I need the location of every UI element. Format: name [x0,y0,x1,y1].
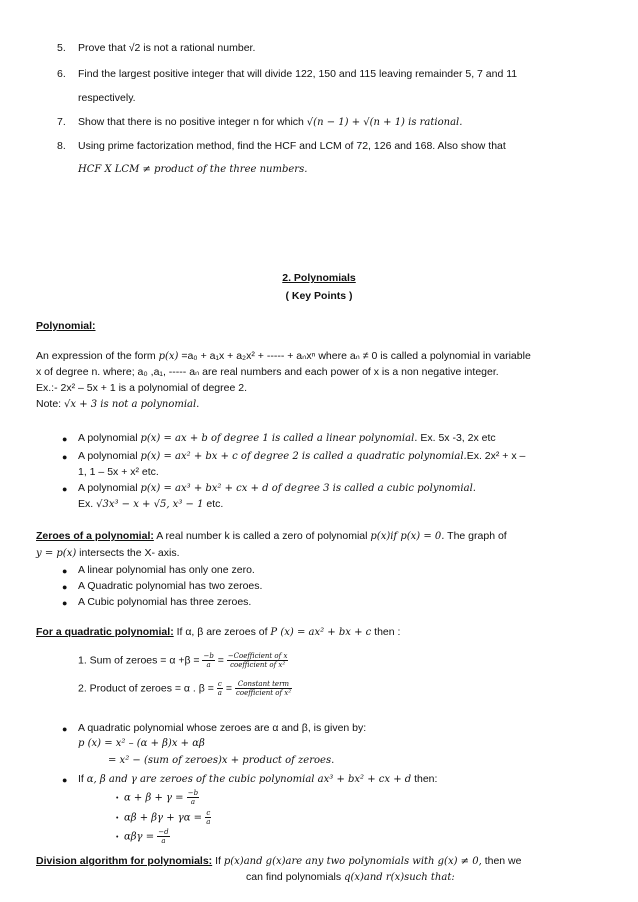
b3-ex-end: etc. [203,498,224,510]
polynomial-definition-line2: x of degree n. where; a₀ ,a₁, ----- aₙ are real numbers and each power of x is a non negative integer. [36,366,499,378]
small-bullet-icon: • [116,815,119,822]
bullet-icon: ● [62,598,68,608]
small-bullet-icon: • [116,795,119,802]
c3-fraction [157,828,169,845]
exercise-6-text-cont: respectively. [78,92,136,104]
exercise-5-text: Prove that √2 is not a rational number. [78,42,256,54]
c1-top: −b [187,789,199,797]
c2-fraction [205,809,211,826]
small-bullet-icon: • [116,834,119,841]
sum-fraction-1 [202,652,214,669]
product-of-zeroes [78,680,292,697]
quadratic-polynomial-bullet [78,450,525,462]
exercise-8-math: HCF X LCM ≠ product of the three numbers. [78,164,308,175]
cubic-polynomial-example [78,498,223,510]
zeroes-item-quadratic: A Quadratic polynomial has two zeroes. [78,580,263,592]
sum-of-zeroes [78,652,288,669]
equals-sign: = [217,654,227,667]
cubic-relation-sum [124,789,199,806]
quadratic-paragraph [36,626,400,638]
sum-f2-bot: coefficient of x² [230,661,286,669]
prod-fraction-1 [217,680,223,697]
b3-text: A polynomial [78,482,141,494]
quadratic-polynomial-bullet-cont: 1, 1 – 5x + x² etc. [78,466,159,478]
zeroes-item-cubic: A Cubic polynomial has three zeroes. [78,596,252,608]
quadratic-construct-formula-2: = x² − (sum of zeroes)x + product of zeroes. [108,755,335,766]
cubic-zeroes-bullet [78,773,437,785]
b1-text: A polynomial [78,432,141,444]
quadratic-text: If α, β are zeroes of [173,626,271,638]
cubic-relation-pairs [124,809,211,826]
zeroes-paragraph-line2 [36,547,180,559]
prod-f1-bot: a [217,689,222,697]
cubic-polynomial-bullet [78,482,476,494]
def-text-a: An expression of the form [36,350,159,362]
division-text-b: then we [481,855,522,867]
equals-sign: = [225,682,235,695]
b3-ex-math: √3x³ − x + √5, x³ − 1 [96,499,204,510]
exercise-7-body: Show that there is no positive integer n for which [78,116,307,128]
c1-bot: a [190,798,195,806]
bullet-icon: ● [62,582,68,592]
division-paragraph-line1 [36,855,521,867]
polynomial-note [36,398,199,410]
zeroes-text1b: The graph of [444,530,507,542]
sum-f1-bot: a [206,661,211,669]
c1-label: α + β + γ = [124,792,187,804]
division-heading: Division algorithm for polynomials: [36,855,213,867]
exercise-6-number: 6. [57,68,66,80]
prod-label: 2. Product of zeroes = α . β = [78,682,217,695]
bullet-icon: ● [62,452,68,462]
prod-f2-bot: coefficient of x² [235,689,292,697]
zeroes-math2: y = p(x) [36,548,77,559]
b3-ex-label: Ex. [78,498,97,510]
zeroes-math1: p(x)if p(x) = 0. [370,531,445,542]
c3-label: αβγ = [124,831,158,843]
zeroes-text2: intersects the X- axis. [76,547,180,559]
quadratic-construct-formula-1: p (x) = x² – (α + β)x + αβ [78,738,205,749]
quadratic-text-end: then : [371,626,401,638]
linear-polynomial-bullet [78,432,496,444]
zeroes-heading: Zeroes of a polynomial: [36,530,154,542]
prod-f2-top: Constant term [235,680,292,689]
exercise-7-text [78,116,462,128]
bullet-icon: ● [62,775,68,785]
zeroes-item-linear: A linear polynomial has only one zero. [78,564,255,576]
cubic-relation-product [124,828,170,845]
c1-fraction [187,789,199,806]
exercise-6-text: Find the largest positive integer that will divide 122, 150 and 115 leaving remainder 5, 7 and 11 [78,68,518,80]
sum-label: 1. Sum of zeroes = α +β = [78,654,203,667]
section-subtitle: ( Key Points ) [285,290,353,302]
c2-label: αβ + βγ + γα = [124,812,206,824]
zeroes-paragraph-line1 [36,530,507,542]
prod-fraction-2 [235,680,292,697]
zeroes-text1: A real number k is called a zero of polynomial [153,530,371,542]
bullet-icon: ● [62,484,68,494]
bullet-icon: ● [62,566,68,576]
division-text-a: If [212,855,224,867]
quadratic-heading: For a quadratic polynomial: [36,626,174,638]
exercise-7-number: 7. [57,116,66,128]
bullet-icon: ● [62,724,68,734]
prod-f1-top: c [217,680,222,688]
sum-f1-top: −b [203,652,214,660]
note-math: √x + 3 is not a polynomial. [64,399,200,410]
note-label: Note: [36,398,65,410]
sum-f2-top: −Coefficient of x [227,652,288,660]
division-math-c: q(x)and r(x)such that: [344,872,455,883]
polynomial-heading: Polynomial: [36,320,96,332]
b1-example: Ex. 5x -3, 2x etc [417,432,496,444]
def-math: p(x) [158,351,179,362]
quadratic-construct-bullet: A quadratic polynomial whose zeroes are α and β, is given by: [78,722,367,734]
cubic-text-a: If [78,773,87,785]
exercise-8-number: 8. [57,140,66,152]
b2-text: A polynomial [78,450,141,462]
quadratic-math: P (x) = ax² + bx + c [270,627,372,638]
exercise-8-text: Using prime factorization method, find the HCF and LCM of 72, 126 and 168. Also show that [78,140,506,152]
polynomial-example: Ex.:- 2x² – 5x + 1 is a polynomial of degree 2. [36,382,247,394]
b1-math: p(x) = ax + b of degree 1 is called a linear polynomial. [140,433,418,444]
cubic-text-b: then: [411,773,438,785]
exercise-5-number: 5. [57,42,66,54]
division-paragraph-line2 [246,871,455,883]
b2-math: p(x) = ax² + bx + c of degree 2 is called a quadratic polynomial. [140,451,467,462]
division-math-a: p(x)and g(x)are any two polynomials with g(x) ≠ 0, [223,856,482,867]
b3-math: p(x) = ax³ + bx² + cx + d of degree 3 is called a cubic polynomial. [140,483,476,494]
section-title: 2. Polynomials [282,272,356,284]
b2-example: Ex. 2x² + x – [466,450,526,462]
c3-bot: a [161,837,166,845]
c2-bot: a [206,818,211,826]
c2-top: c [206,809,211,817]
polynomial-definition-line1 [36,350,531,362]
sum-fraction-2 [227,652,289,669]
cubic-math: α, β and γ are zeroes of the cubic polynomial ax³ + bx² + cx + d [86,774,412,785]
exercise-7-math: √(n − 1) + √(n + 1) is rational. [306,117,463,128]
bullet-icon: ● [62,434,68,444]
c3-top: −d [158,828,169,836]
def-text-b: =a₀ + a₁x + a₂x² + ----- + aₙxⁿ where aₙ ≠ 0 is called a polynomial in variable [178,350,531,362]
division-text-c: can find polynomials [246,871,345,883]
